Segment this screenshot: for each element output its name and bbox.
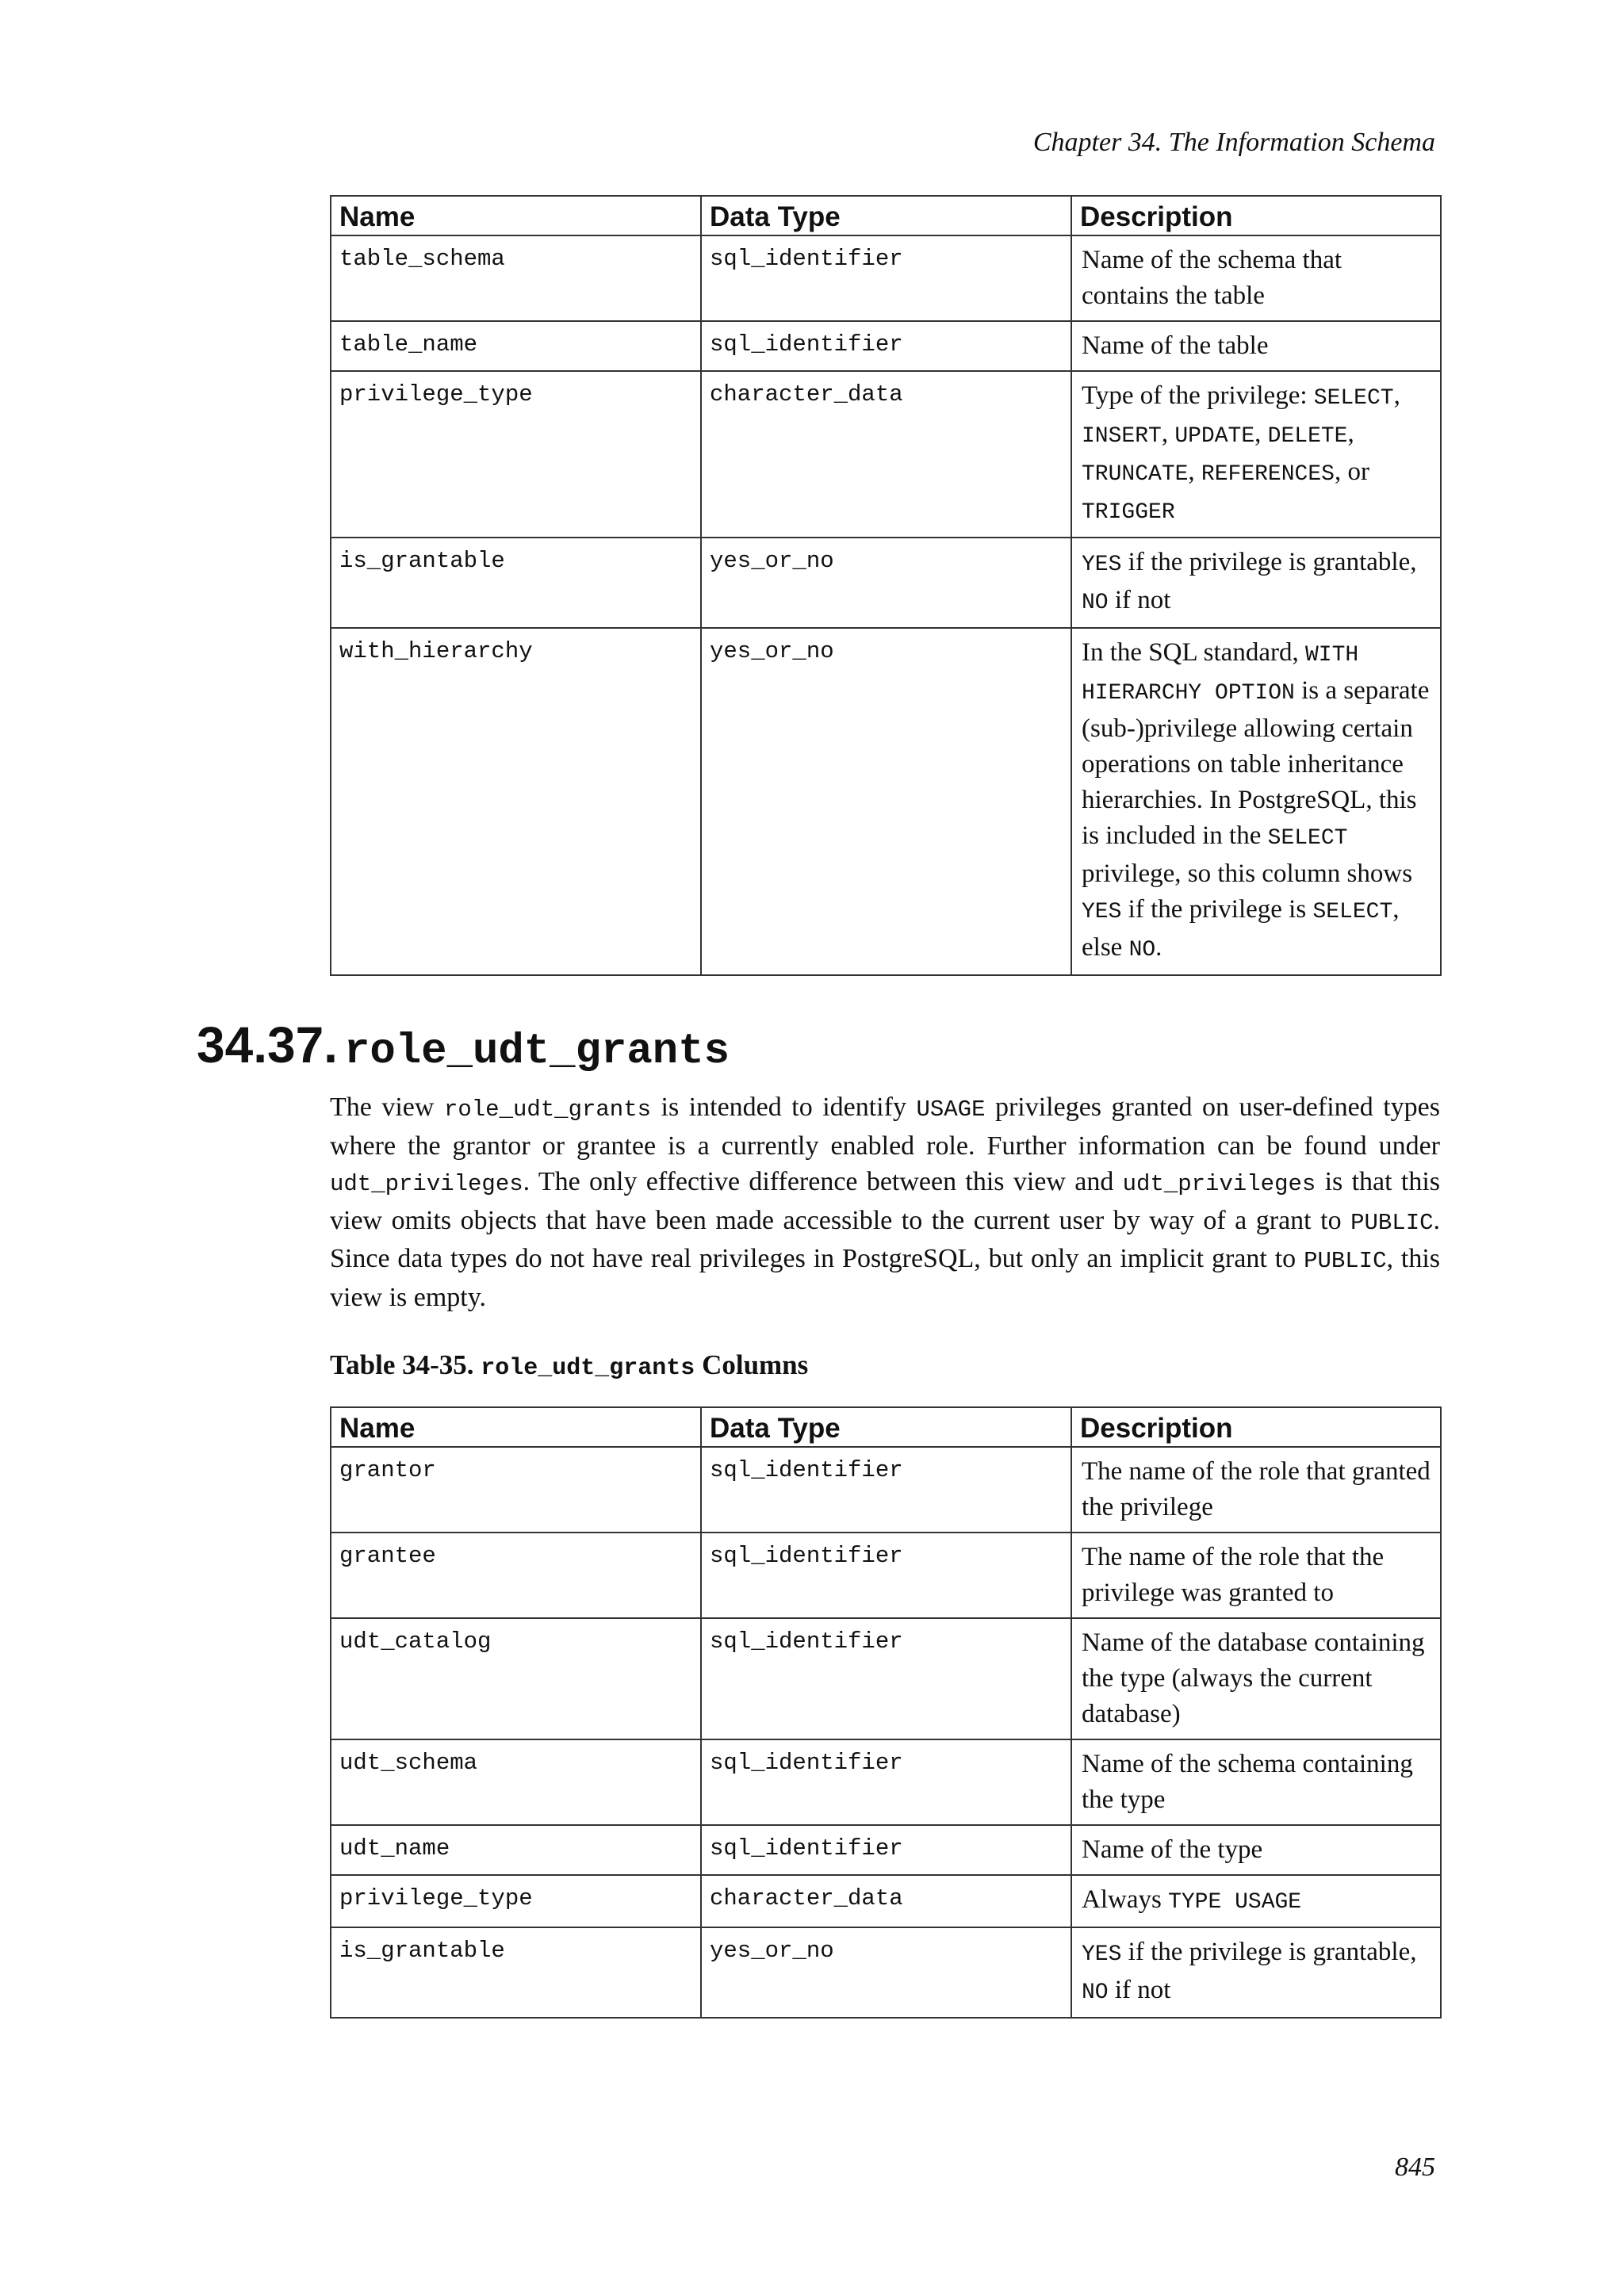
section-heading xyxy=(197,1015,730,1082)
page-number: 845 xyxy=(1395,2152,1435,2182)
cell-name: privilege_type xyxy=(331,1875,701,1927)
cell-name: grantor xyxy=(331,1447,701,1533)
cell-data-type: sql_identifier xyxy=(701,321,1071,371)
table-row xyxy=(331,371,1441,538)
table-row xyxy=(331,321,1441,371)
cell-name: udt_name xyxy=(331,1825,701,1875)
table-row xyxy=(331,1447,1441,1533)
cell-description: Name of the schema containing the type xyxy=(1071,1739,1441,1825)
table-row xyxy=(331,1875,1441,1927)
cell-data-type: sql_identifier xyxy=(701,1825,1071,1875)
section-paragraph: The view role_udt_grants is intended to identify USAGE privileges granted on user-defined types where the grantor or grantee is a currently enabled role. Further information can be found under udt_privileges. The only effective difference between this view and udt_privileges is that this view omits objects that have been made accessible to the current user by way of a grant to PUBLIC. Since data types do not have real privileges in PostgreSQL, but only an implicit grant to PUBLIC, this view is empty. xyxy=(330,1093,1440,1312)
table-row xyxy=(331,1618,1441,1739)
cell-name: udt_catalog xyxy=(331,1618,701,1739)
section-number: 34.37. xyxy=(197,1016,338,1073)
cell-data-type: sql_identifier xyxy=(701,235,1071,321)
cell-name: udt_schema xyxy=(331,1739,701,1825)
cell-data-type: sql_identifier xyxy=(701,1447,1071,1533)
column-header-description: Description xyxy=(1071,196,1441,235)
cell-description: YES if the privilege is grantable, NO if not xyxy=(1071,1927,1441,2018)
cell-name: is_grantable xyxy=(331,1927,701,2018)
cell-name: with_hierarchy xyxy=(331,628,701,975)
column-header-name: Name xyxy=(331,1407,701,1447)
table-caption: Table 34-35. role_udt_grants Columns xyxy=(330,1349,809,1382)
cell-name: table_name xyxy=(331,321,701,371)
cell-name: table_schema xyxy=(331,235,701,321)
cell-name: grantee xyxy=(331,1533,701,1618)
cell-description: Name of the schema that contains the table xyxy=(1071,235,1441,321)
table-row xyxy=(331,628,1441,975)
running-header: Chapter 34. The Information Schema xyxy=(1032,128,1435,157)
role-udt-grants-columns-table xyxy=(330,1406,1442,2019)
cell-data-type: sql_identifier xyxy=(701,1739,1071,1825)
cell-name: is_grantable xyxy=(331,538,701,628)
section-title: role_udt_grants xyxy=(343,1027,730,1076)
cell-description: YES if the privilege is grantable, NO if not xyxy=(1071,538,1441,628)
table-row xyxy=(331,235,1441,321)
cell-description: In the SQL standard, WITH HIERARCHY OPTION is a separate (sub-)privilege allowing certain operations on table inheritance hierarchies. In PostgreSQL, this is included in the SELECT privilege, so this column shows YES if the privilege is SELECT, else NO. xyxy=(1071,628,1441,975)
cell-description: Always TYPE USAGE xyxy=(1071,1875,1441,1927)
cell-description: The name of the role that granted the privilege xyxy=(1071,1447,1441,1533)
cell-data-type: character_data xyxy=(701,1875,1071,1927)
column-header-data-type: Data Type xyxy=(701,1407,1071,1447)
column-header-name: Name xyxy=(331,196,701,235)
column-header-description: Description xyxy=(1071,1407,1441,1447)
cell-description: Name of the table xyxy=(1071,321,1441,371)
table-row xyxy=(331,538,1441,628)
cell-description: The name of the role that the privilege was granted to xyxy=(1071,1533,1441,1618)
table-row xyxy=(331,1825,1441,1875)
table-row xyxy=(331,1533,1441,1618)
columns-table-continued xyxy=(330,195,1442,976)
cell-data-type: yes_or_no xyxy=(701,538,1071,628)
cell-description: Name of the type xyxy=(1071,1825,1441,1875)
table-header-row xyxy=(331,1407,1441,1447)
cell-description: Name of the database containing the type (always the current database) xyxy=(1071,1618,1441,1739)
cell-data-type: yes_or_no xyxy=(701,1927,1071,2018)
table-row xyxy=(331,1739,1441,1825)
cell-data-type: yes_or_no xyxy=(701,628,1071,975)
cell-data-type: sql_identifier xyxy=(701,1618,1071,1739)
table-header-row xyxy=(331,196,1441,235)
column-header-data-type: Data Type xyxy=(701,196,1071,235)
table-row xyxy=(331,1927,1441,2018)
cell-data-type: character_data xyxy=(701,371,1071,538)
cell-data-type: sql_identifier xyxy=(701,1533,1071,1618)
cell-name: privilege_type xyxy=(331,371,701,538)
cell-description: Type of the privilege: SELECT, INSERT, UPDATE, DELETE, TRUNCATE, REFERENCES, or TRIGGER xyxy=(1071,371,1441,538)
